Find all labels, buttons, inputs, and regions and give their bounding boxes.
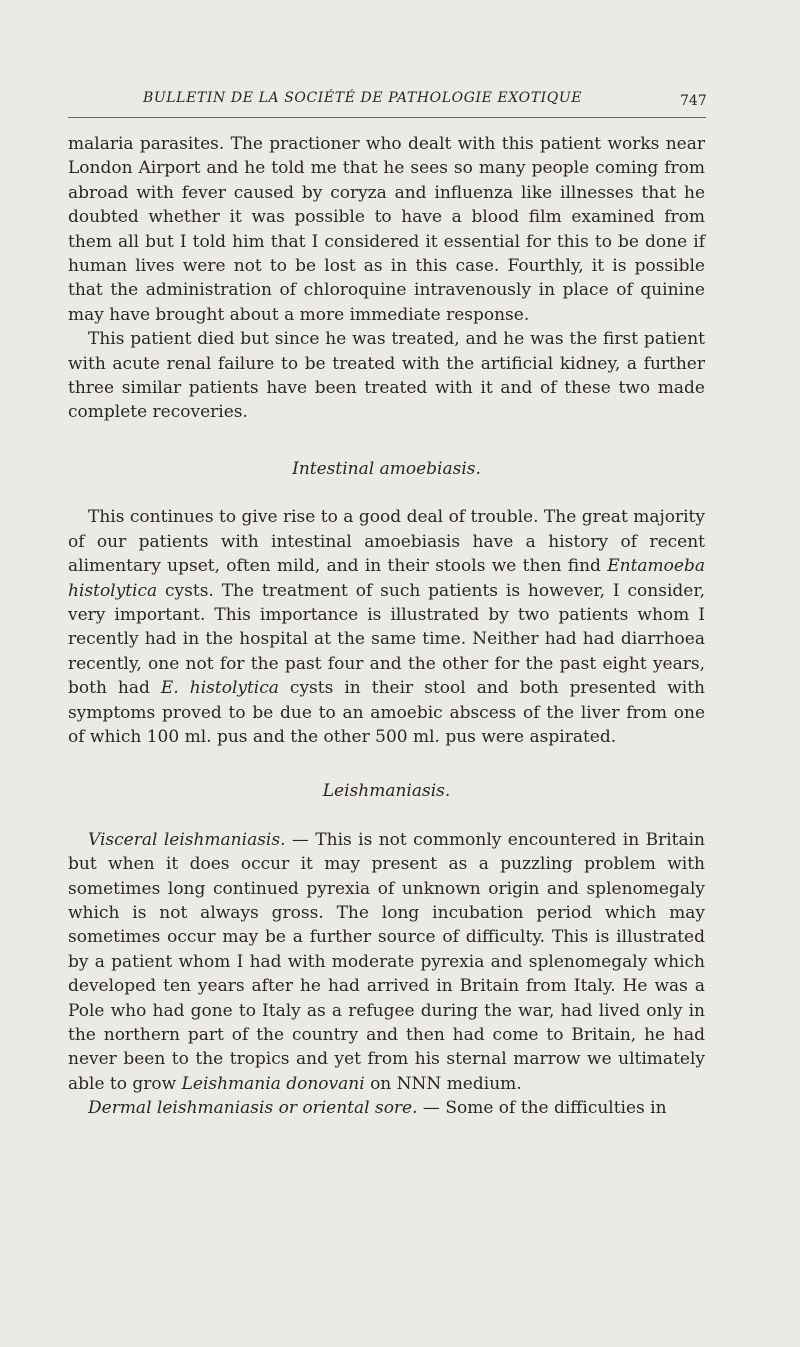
article-body bbox=[68, 132, 705, 1121]
paragraph-renal-failure: This patient died but since he was treated, and he was the first patient with acute renal failure to be treated with the artificial kidney, a further three similar patients have been treated with it and of these two made complete recoveries. bbox=[68, 329, 705, 423]
species-name-italic: E. histolytica bbox=[160, 678, 279, 699]
text-run: on NNN medium. bbox=[364, 1073, 522, 1094]
text-run: This continues to give rise to a good deal of trouble. The great majority of our patients with intestinal amoebiasis have a history of recent alimentary upset, often mild, and in their stools we then find bbox=[68, 507, 705, 577]
paragraph-malaria-continued: malaria parasites. The practioner who dealt with this patient works near London Airport and he told me that he sees so many people coming from abroad with fever caused by coryza and influenza like illnesses that he doubted whether it was possible to have a blood film examined from them all but I told him that I considered it essential for this to be done if human lives were not to be lost as in this case. Fourthly, it is possible that the administration of chloroquine intravenously in place of quinine may have brought about a more immediate response. bbox=[68, 134, 705, 325]
paragraph-amoebiasis bbox=[68, 505, 705, 749]
subsection-lead-italic: Visceral leishmaniasis. bbox=[88, 829, 286, 850]
subsection-lead-italic: Dermal leishmaniasis or oriental sore. bbox=[88, 1098, 418, 1119]
header-rule bbox=[68, 117, 706, 118]
text-run: — This is not commonly encountered in Britain but when it does occur it may present as a puzzling problem with sometimes long continued pyrexia of unknown origin and splenomegaly which is not always gross. The long incubation period which may sometimes occur may be a further source of difficulty. This is illustrated by a patient whom I had with moderate pyrexia and splenomegaly which developed ten years after he had arrived in Britain from Italy. He was a Pole who had gone to Italy as a refugee during the war, had lived only in the northern part of the country and then had come to Britain, he had never been to the tropics and yet from his sternal marrow we ultimately able to grow bbox=[68, 829, 705, 1094]
species-name-italic: Entamoeba histolytica bbox=[68, 556, 705, 601]
journal-title: BULLETIN DE LA SOCIÉTÉ DE PATHOLOGIE EXOTIQUE bbox=[143, 90, 583, 106]
species-name-italic: Leishmania donovani bbox=[181, 1073, 365, 1094]
text-run: — Some of the difficulties in bbox=[417, 1098, 667, 1119]
text-run: cysts. The treatment of such patients is however, I consider, very important. This importance is illustrated by two patients whom I recently had in the hospital at the same time. Neither had had diarrhoea recently, one not for the past four and the other for the past eight years, both had bbox=[68, 580, 705, 699]
text-run: cysts in their stool and both presented with symptoms proved to be due to an amoebic abscess of the liver from one of which 100 ml. pus and the other 500 ml. pus were aspirated. bbox=[68, 678, 705, 747]
paragraph-visceral-leishmaniasis bbox=[68, 828, 705, 1096]
heading-leishmaniasis: Leishmaniasis. bbox=[322, 781, 451, 802]
heading-intestinal-amoebiasis: Intestinal amoebiasis. bbox=[292, 458, 481, 479]
running-head bbox=[0, 90, 800, 114]
page-number: 747 bbox=[680, 93, 707, 109]
paragraph-dermal-leishmaniasis bbox=[68, 1096, 705, 1120]
